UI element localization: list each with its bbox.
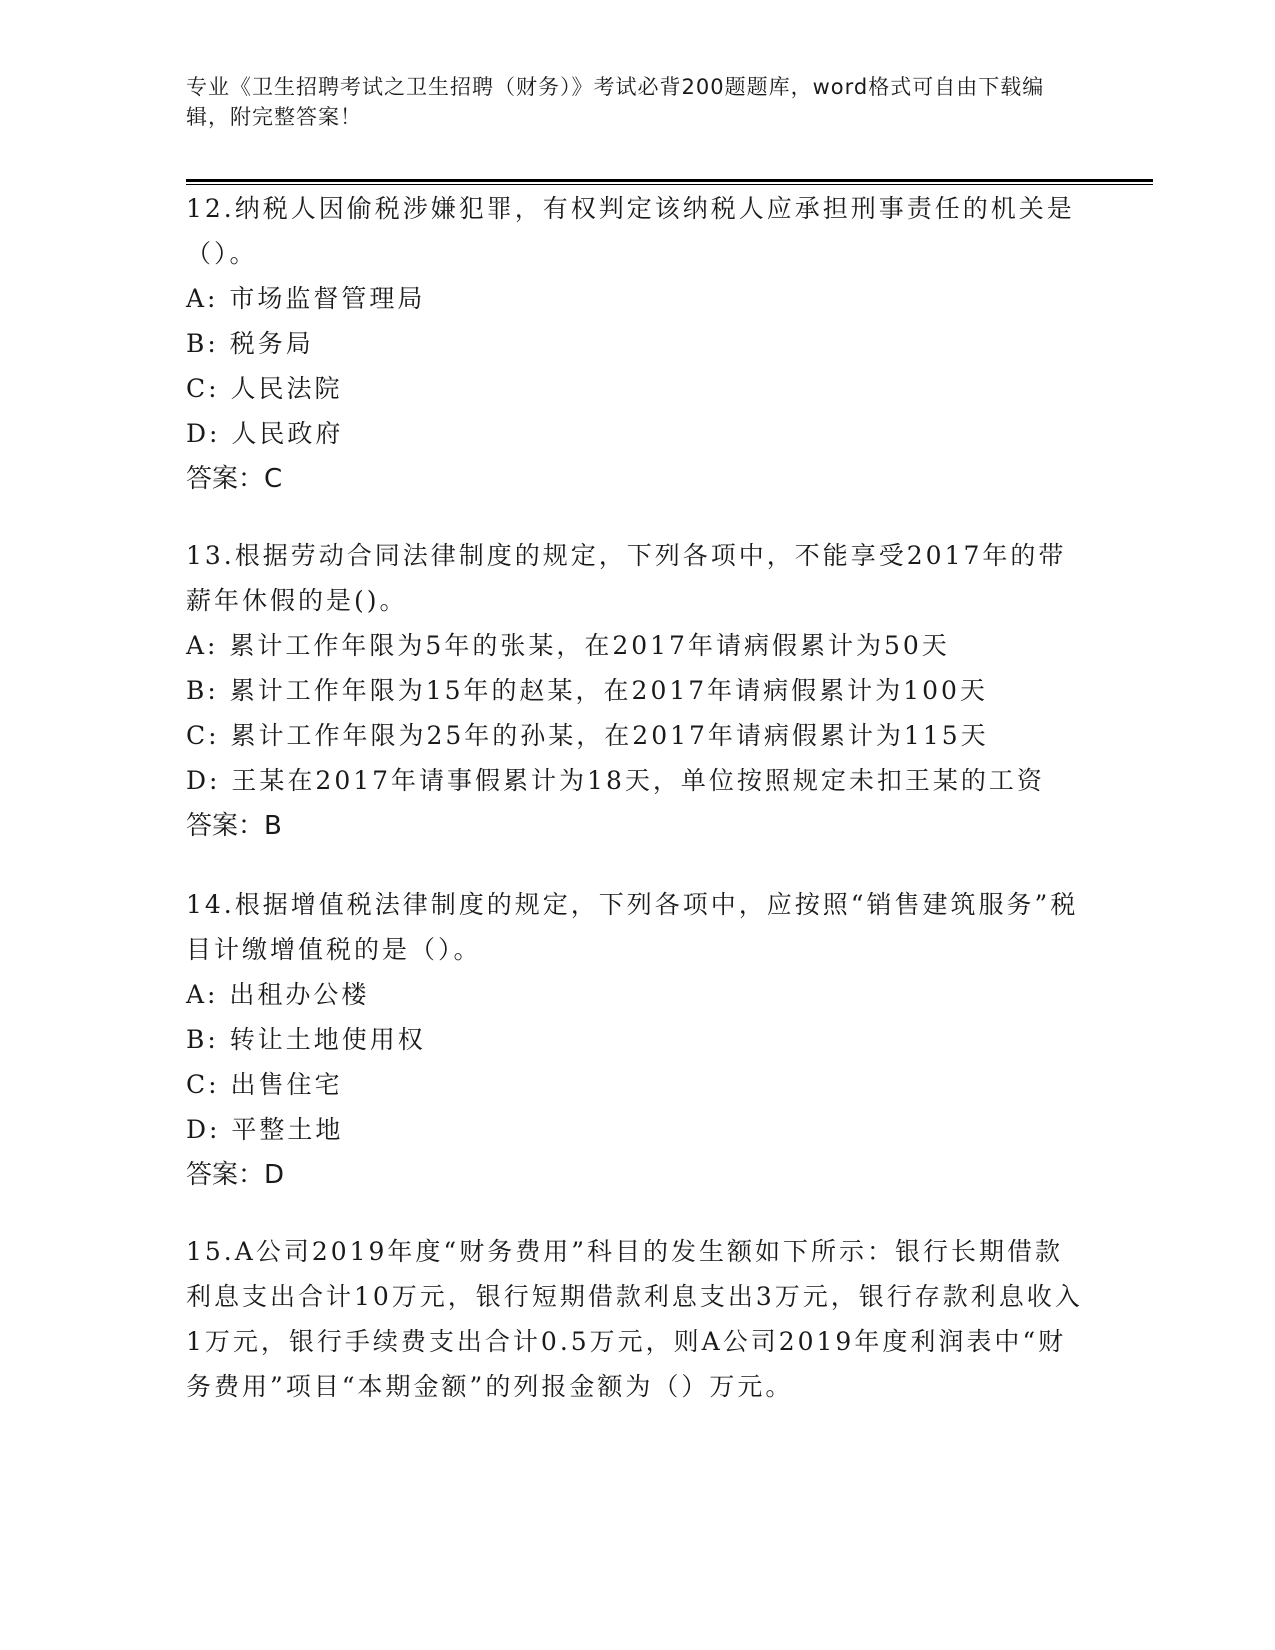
option-d: D: 王某在2017年请事假累计为18天，单位按照规定未扣王某的工资 xyxy=(186,766,1045,795)
option-b: B: 税务局 xyxy=(186,329,314,358)
question-stem: 12.纳税人因偷税涉嫌犯罪，有权判定该纳税人应承担刑事责任的机关是（）。 xyxy=(186,194,1075,268)
option-d: D: 平整土地 xyxy=(186,1115,344,1144)
header-divider-thick xyxy=(186,179,1153,182)
question-stem: 15.A公司2019年度“财务费用”科目的发生额如下所示：银行长期借款利息支出合计10万元，银行短期借款利息支出3万元，银行存款利息收入1万元，银行手续费支出合计0.5万元，则A公司2019年度利润表中“财务费用”项目“本期金额”的列报金额为（）万元。 xyxy=(186,1237,1083,1401)
answer-text: 答案：B xyxy=(186,811,282,841)
option-a: A: 出租办公楼 xyxy=(186,980,370,1009)
option-c: C: 出售住宅 xyxy=(186,1070,343,1099)
option-d: D: 人民政府 xyxy=(186,419,344,448)
option-c: C: 累计工作年限为25年的孙某，在2017年请病假累计为115天 xyxy=(186,721,989,750)
answer-text: 答案：D xyxy=(186,1160,285,1190)
option-b: B: 转让土地使用权 xyxy=(186,1025,426,1054)
answer-text: 答案：C xyxy=(186,464,283,494)
option-a: A: 累计工作年限为5年的张某，在2017年请病假累计为50天 xyxy=(186,631,950,660)
header-divider-thin xyxy=(186,184,1153,185)
question-12 xyxy=(186,186,1086,502)
question-15 xyxy=(186,1229,1086,1409)
document-header: 专业《卫生招聘考试之卫生招聘（财务）》考试必背200题题库，word格式可自由下载编辑，附完整答案！ xyxy=(186,75,1045,129)
question-stem: 13.根据劳动合同法律制度的规定，下列各项中，不能享受2017年的带薪年休假的是()。 xyxy=(186,541,1067,615)
option-b: B: 累计工作年限为15年的赵某，在2017年请病假累计为100天 xyxy=(186,676,988,705)
question-14 xyxy=(186,882,1086,1198)
question-13 xyxy=(186,533,1086,849)
question-stem: 14.根据增值税法律制度的规定，下列各项中，应按照“销售建筑服务”税目计缴增值税的是（）。 xyxy=(186,890,1079,964)
option-c: C: 人民法院 xyxy=(186,374,343,403)
option-a: A: 市场监督管理局 xyxy=(186,284,426,313)
